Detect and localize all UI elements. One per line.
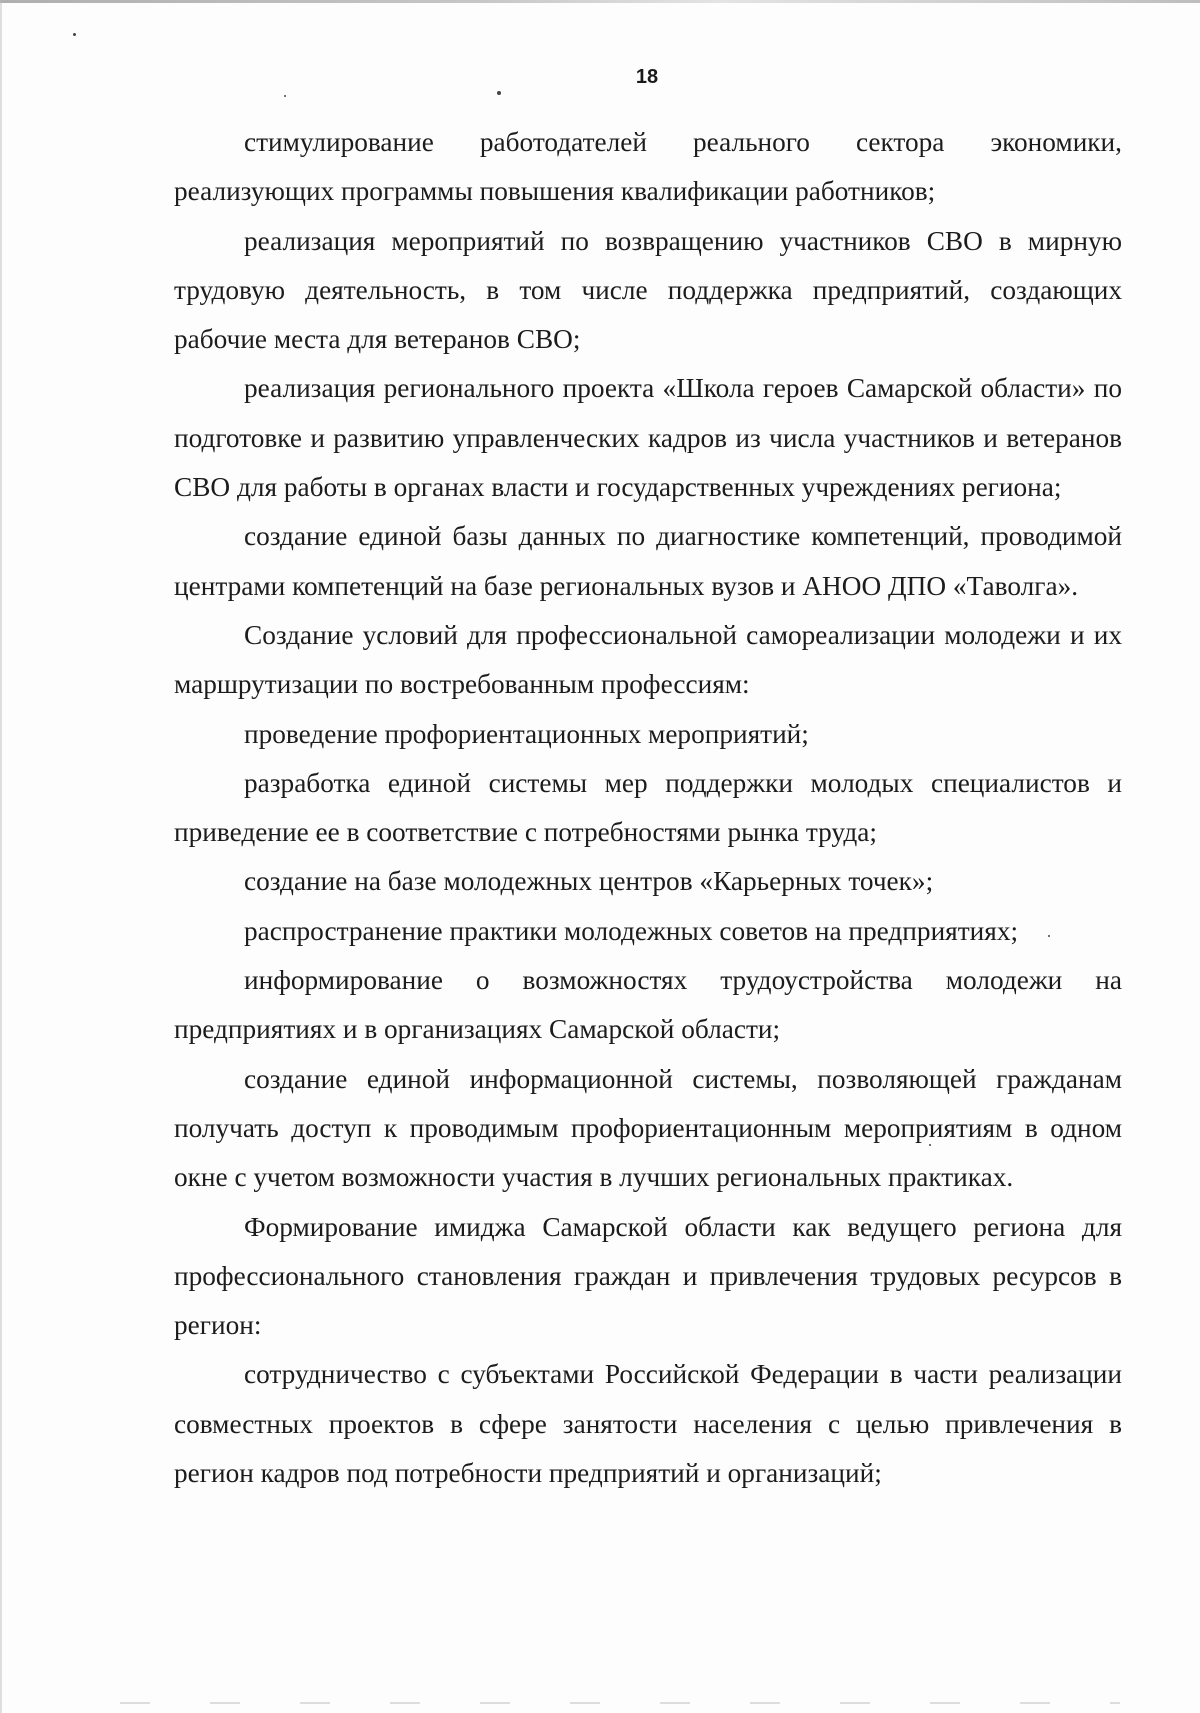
paragraph: Создание условий для профессиональной самореализации молодежи и их маршрутизации по востребованным профессиям: bbox=[174, 619, 1122, 700]
paragraph: сотрудничество с субъектами Российской Федерации в части реализации совместных проектов в сфере занятости населения с целью привлечения в регион кадров под потребности предприятий и организаций; bbox=[174, 1359, 1122, 1489]
scan-speck bbox=[284, 95, 286, 97]
paragraph: разработка единой системы мер поддержки молодых специалистов и приведение ее в соответствие с потребностями рынка труда; bbox=[174, 767, 1122, 848]
paragraph: информирование о возможностях трудоустройства молодежи на предприятиях и в организациях Самарской области; bbox=[174, 965, 1122, 1045]
paragraph: проведение профориентационных мероприятий; bbox=[244, 718, 809, 749]
page-number-text: 18 bbox=[635, 66, 659, 88]
scan-edge-top bbox=[0, 0, 1200, 3]
paragraph: реализация регионального проекта «Школа героев Самарской области» по подготовке и развитию управленческих кадров из числа участников и ветеранов СВО для работы в органах власти и государственных учреждениях региона; bbox=[174, 373, 1122, 503]
paragraph: реализация мероприятий по возвращению участников СВО в мирную трудовую деятельность, в том числе поддержка предприятий, создающих рабочие места для ветеранов СВО; bbox=[174, 225, 1122, 355]
paragraph: создание на базе молодежных центров «Карьерных точек»; bbox=[244, 866, 934, 897]
scan-edge-bottom bbox=[120, 1702, 1120, 1704]
scan-edge-left bbox=[0, 0, 2, 1713]
paragraph: создание единой информационной системы, позволяющей гражданам получать доступ к проводимым профориентационным мероприятиям в одном окне с учетом возможности участия в лучших региональных практиках. bbox=[174, 1063, 1122, 1193]
paragraph: распространение практики молодежных советов на предприятиях; bbox=[244, 915, 1019, 946]
page-number bbox=[0, 66, 1200, 89]
scan-speck bbox=[73, 33, 76, 36]
body-text bbox=[174, 118, 1122, 1498]
scan-speck bbox=[497, 91, 501, 95]
paragraph: создание единой базы данных по диагностике компетенций, проводимой центрами компетенций на базе региональных вузов и АНОО ДПО «Таволга». bbox=[174, 521, 1122, 601]
paragraph: Формирование имиджа Самарской области как ведущего региона для профессионального становления граждан и привлечения трудовых ресурсов в регион: bbox=[174, 1211, 1122, 1341]
paragraph: стимулирование работодателей реального сектора экономики, реализующих программы повышения квалификации работников; bbox=[174, 127, 1122, 207]
